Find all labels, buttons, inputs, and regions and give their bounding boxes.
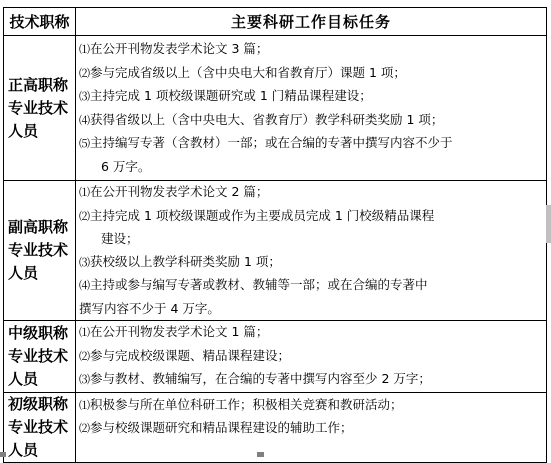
list-item: ⑴积极参与所在单位科研工作；积极相关竞赛和教研活动； bbox=[79, 396, 403, 412]
table-row bbox=[4, 181, 547, 321]
list-item: ⑶参与教材、教辅编写，在合编的专著中撰写内容至少 2 万字； bbox=[79, 371, 431, 386]
list-item: ⑸主持编写专著（含教材）一部；或在合编的专著中撰写内容不少于 6 万字。 bbox=[79, 135, 453, 174]
task-list bbox=[76, 36, 547, 181]
header-title-column: 技术职称 bbox=[4, 8, 76, 36]
list-item: ⑵参与校级课题研究和精品课程建设的辅助工作； bbox=[79, 420, 353, 435]
target-task-table bbox=[3, 7, 547, 463]
list-item: ⑴在公开刊物发表学术论文 1 篇； bbox=[79, 324, 269, 339]
resize-handle[interactable] bbox=[546, 205, 551, 243]
row-title-junior: 初级职称 专业技术 人员 bbox=[4, 392, 76, 462]
table-row bbox=[4, 36, 547, 181]
list-item: ⑴在公开刊物发表学术论文 2 篇； bbox=[79, 184, 269, 199]
list-item: ⑵主持完成 1 项校级课题或作为主要成员完成 1 门校级精品课程 建设； bbox=[79, 207, 435, 246]
list-item: ⑷获得省级以上（含中央电大、省教育厅）教学科研类奖励 1 项； bbox=[79, 111, 444, 127]
list-item: ⑴在公开刊物发表学术论文 3 篇； bbox=[79, 41, 269, 56]
header-task-column: 主要科研工作目标任务 bbox=[76, 8, 547, 36]
task-list bbox=[76, 181, 547, 321]
header-row bbox=[4, 8, 547, 36]
row-title-intermediate: 中级职称 专业技术 人员 bbox=[4, 321, 76, 393]
list-item: ⑷主持或参与编写专著或教材、教辅等一部；或在合编的专著中 撰写内容不少于 4 万字。 bbox=[79, 277, 428, 316]
resize-handle[interactable] bbox=[257, 452, 264, 457]
task-list bbox=[76, 392, 547, 462]
list-item: ⑶主持完成 1 项校级课题研究或 1 门精品课程建设； bbox=[79, 88, 372, 103]
list-item: ⑶获校级以上教学科研类奖励 1 项； bbox=[79, 253, 281, 269]
table-row bbox=[4, 321, 547, 393]
resize-handle[interactable] bbox=[0, 452, 6, 457]
table-row bbox=[4, 392, 547, 462]
list-item: ⑵参与完成校级课题、精品课程建设； bbox=[79, 347, 291, 363]
row-title-senior: 正高职称 专业技术 人员 bbox=[4, 36, 76, 181]
task-list bbox=[76, 321, 547, 393]
row-title-associate: 副高职称 专业技术 人员 bbox=[4, 181, 76, 321]
list-item: ⑵参与完成省级以上（含中央电大和省教育厅）课题 1 项； bbox=[79, 64, 406, 80]
